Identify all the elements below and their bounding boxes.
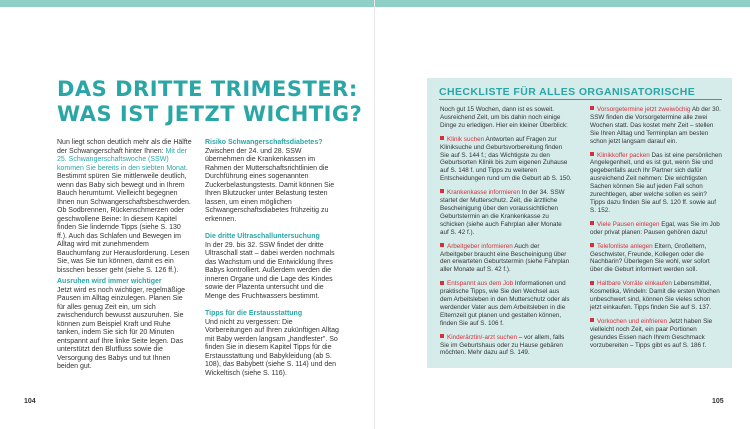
intro-paragraph	[57, 139, 192, 275]
checklist-item	[440, 280, 572, 327]
checklist-item-text: Eltern, Großeltern, Geschwister, Freunde, Kollegen oder die Nachbarin? Überlegen Sie wohl, wer sofort über die Geburt informiert werden soll.	[590, 242, 710, 274]
checklist-item-label: Arbeitgeber informieren	[447, 242, 513, 250]
checklist-item	[590, 221, 722, 237]
bullet-square-icon	[440, 243, 444, 247]
checklist-item-label: Vorsorgetermine jetzt zweiwöchig	[597, 106, 691, 113]
left-text-column	[57, 139, 192, 372]
checklist-item-label: Haltbare Vorräte einkaufen	[597, 280, 672, 288]
page-gutter	[374, 0, 375, 429]
checklist-item	[590, 318, 722, 350]
paragraph-erstausstattung: Und nicht zu vergessen: Die Vorbereitungen auf Ihren zukünftigen Alltag mit Baby werden langsam „handfester". So finden Sie in diesem Kapitel Tipps für die Erstausstattung und Babykleidung (ab S. 108), das Babybett (siehe S. 114) und den Wickeltisch (siehe S. 116).	[205, 318, 339, 377]
chapter-heading	[57, 77, 362, 127]
checklist-title: CHECKLISTE FÜR ALLES ORGANISATORISCHE	[439, 86, 696, 98]
heading-line-2: WAS IST JETZT WICHTIG?	[57, 102, 363, 126]
checklist-item-label: Telefonliste anlegen	[597, 242, 653, 250]
paragraph-ultraschall: In der 29. bis 32. SSW findet der dritte Ultraschall statt – dabei werden nochmals das Wachstum und die Entwicklung Ihres Babys kontrolliert. Außerdem werden die inneren Organe und die Lage des Kindes sowie der Plazenta untersucht und die Menge des Fruchtwassers bestimmt.	[205, 241, 335, 300]
intro-text-1: Nun liegt schon deutlich mehr als die Hälfte der Schwangerschaft hinter Ihnen:	[57, 139, 192, 155]
page-number-right: 105	[712, 398, 724, 405]
page-number-left: 104	[24, 398, 36, 405]
checklist-title-rule	[439, 99, 722, 100]
bullet-square-icon	[590, 318, 594, 322]
checklist-item	[440, 189, 572, 236]
checklist-item-label: Krankenkasse informieren	[447, 189, 521, 197]
heading-line-1: DAS DRITTE TRIMESTER:	[57, 77, 358, 101]
checklist-item-label: Klinikkoffer packen	[597, 151, 650, 159]
bullet-square-icon	[590, 281, 594, 285]
bullet-square-icon	[440, 189, 444, 193]
checklist-item-text: Lebensmittel, Kosmetika, Windeln: Damit die ersten Wochen unbeschwert sind, können Sie vieles schon jetzt einkaufen. Tipps finden Sie auf S. 137.	[590, 280, 720, 311]
subheading-ultraschall: Die dritte Ultraschalluntersuchung	[205, 233, 320, 240]
checklist-item-text: Informationen und praktische Tipps, wie Sie den Wechsel aus dem Arbeitsleben in den Mutterschutz oder als werdender Vater aus dem Arbeitsleben in die Elternzeit gut planen und gestalten können, finden Sie auf S. 106 f.	[440, 280, 570, 327]
bullet-square-icon	[590, 243, 594, 247]
checklist-item	[440, 334, 572, 358]
checklist-item-label: Klinik suchen	[447, 135, 485, 143]
checklist-item-label: Entspannt aus dem Job	[447, 280, 514, 288]
bullet-square-icon	[590, 221, 594, 225]
subheading-ausruhen: Ausruhen wird immer wichtiger	[57, 278, 162, 285]
checklist-item-text: Auch der Arbeitgeber braucht eine Bescheinigung über den erwarteten Geburtstermin (siehe Fahrplan aller Monate auf S. 42 f.).	[440, 242, 570, 274]
checklist-left-column	[440, 106, 572, 363]
bullet-square-icon	[590, 106, 594, 110]
intro-highlight: Mit der 25. Schwangerschaftswoche (SSW) kommen Sie bereits in den siebten Monat.	[57, 147, 188, 172]
subheading-erstausstattung: Tipps für die Erstausstattung	[205, 310, 303, 317]
checklist-item-text: Ab der 30. SSW finden die Vorsorgetermine alle zwei Wochen statt. Das kostet mehr Zeit – stellen Sie Ihren Alltag und Terminplan am besten schon jetzt langsam darauf ein.	[590, 106, 721, 145]
top-color-band	[0, 0, 750, 7]
checklist-item-label: Kinderärztin/-arzt suchen	[447, 333, 517, 341]
checklist-item	[590, 243, 722, 275]
checklist-item	[590, 106, 722, 146]
checklist-item-label: Viele Pausen einlegen	[597, 220, 660, 228]
bullet-square-icon	[440, 281, 444, 285]
checklist-item	[590, 280, 722, 312]
checklist-item	[590, 152, 722, 215]
checklist-item-text: Egal, was Sie im Job oder privat planen: Pausen gehören dazu!	[590, 220, 720, 236]
intro-text-2: Bestimmt spüren Sie mittlerweile deutlich, wenn das Baby sich bewegt und in Ihrem Bauch herumturnt. Vielleicht begegnen Ihnen nun Schwangerschaftsbeschwerden. Ob Sodbrennen, Rückenschmerzen oder geschwollene Beine: In diesem Kapitel finden Sie lindernde Tipps (siehe S. 130 ff.). Auch das Schlafen und Bewegen im Alltag wird mit zunehmendem Bauchumfang zur Herausforderung. Lesen Sie, was Sie tun können, damit es ein bisschen besser geht (siehe S. 126 ff.).	[57, 173, 191, 274]
checklist-item-text: – vor allem, falls Sie im Geburtshaus oder zu Hause gebären möchten. Mehr dazu auf S. 149.	[440, 333, 565, 357]
checklist-item	[440, 136, 572, 183]
middle-text-column	[205, 139, 340, 378]
checklist-item-label: Vorkochen und einfrieren	[597, 317, 668, 325]
checklist-item-text: Jetzt haben Sie vielleicht noch Zeit, ein paar Portionen gesundes Essen nach Ihrem Geschmack vorzubereiten – Tipps gibt es auf S. 186 f.	[590, 317, 713, 349]
checklist-right-column	[590, 106, 722, 355]
bullet-square-icon	[440, 136, 444, 140]
checklist-item	[440, 243, 572, 275]
paragraph-ausruhen: Jetzt wird es noch wichtiger, regelmäßige Pausen im Alltag einzulegen. Planen Sie für alles genug Zeit ein, um sich zwischendurch bewusst auszuruhen. Sie können zum Beispiel Kraft und Ruhe tanken, indem Sie sich für 20 Minuten entspannt auf Ihre linke Seite legen. Das unterstützt den Blutfluss sowie die Versorgung des Babys und tut Ihnen beiden gut.	[57, 286, 185, 370]
checklist-item-text: Das ist eine persönlichen Angelegenheit, und es ist gut, wenn Sie und gegebenfalls auch Ihr Partner sich dafür ausreichend Zeit nehmen: Die wichtigsten Sachen können Sie auf jeden Fall schon zurechtlegen, aber welche sollen es sein? Tipps dazu finden Sie auf S. 120 ff. sowie auf S. 152.	[590, 151, 722, 214]
checklist-item-text: Antworten auf Fragen zur Kliniksuche und Geburtsvorbereitung finden Sie auf S. 144 f.; das Wichtigste zu den Geburtsorten Klinik bis zum eigenen Zuhause auf S. 148 f. und Tipps zu weiteren Entscheidungen rund um die Geburt ab S. 150.	[440, 135, 572, 183]
checklist-item-text: In der 34. SSW startet der Mutterschutz. Zeit, die ärztliche Bescheinigung über den voraussichtlichen Geburtstermin an die Krankenkasse zu schicken (siehe auch Fahrplan aller Monate auf S. 42 f.).	[440, 189, 565, 236]
subheading-risiko: Risiko Schwangerschaftsdiabetes?	[205, 139, 323, 146]
bullet-square-icon	[590, 152, 594, 156]
bullet-square-icon	[440, 334, 444, 338]
checklist-intro: Noch gut 15 Wochen, dann ist es soweit. Ausreichend Zeit, um bis dahin noch einige Dinge zu erledigen. Hier ein kleiner Überblick:	[440, 106, 568, 129]
paragraph-risiko: Zwischen der 24. und 28. SSW übernehmen die Krankenkassen im Rahmen der Mutterschaftsrichtlinien die Durchführung eines sogenannten Zuckerbelastungstests. Damit können Sie Ihren Blutzucker unter Belastung testen lassen, um einen möglichen Schwangerschaftsdiabetes frühzeitig zu erkennen.	[205, 147, 335, 223]
